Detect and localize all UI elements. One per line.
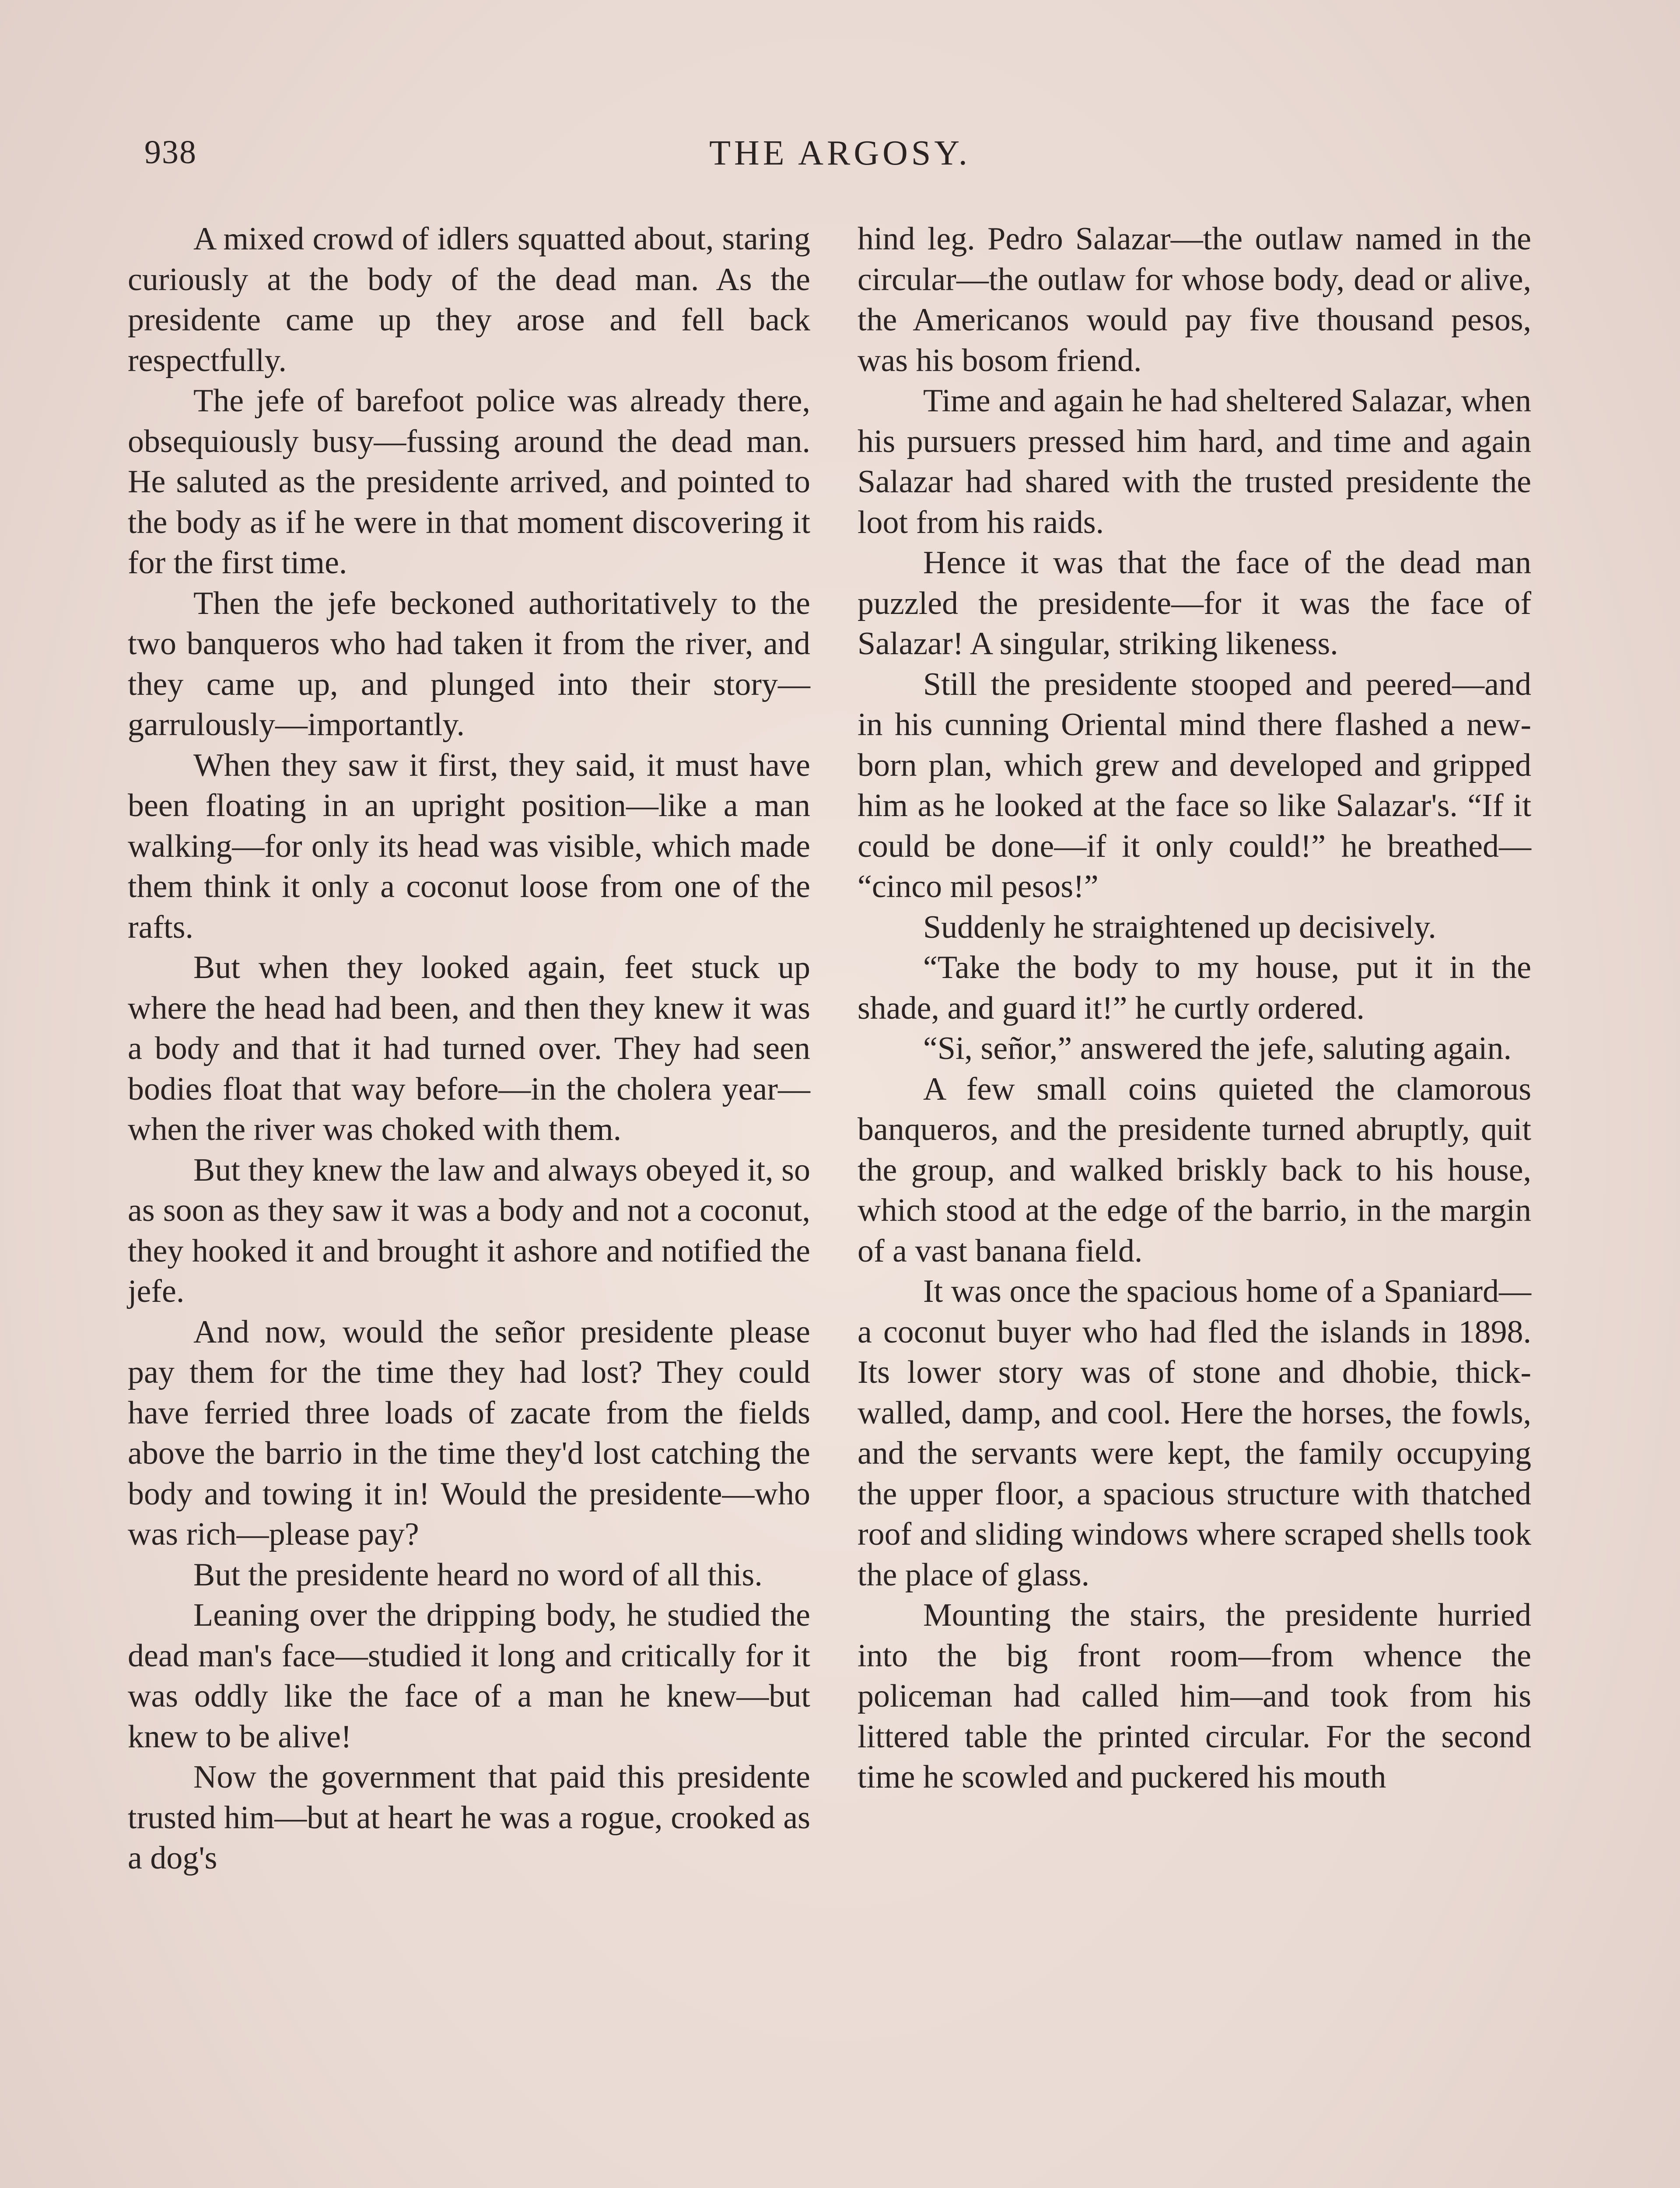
paragraph: But the presidente heard no word of all this. [193,1557,763,1593]
paragraph: The jefe of barefoot police was already there, obsequiously busy—fussing around the dead man. He saluted as the presidente arrived, and pointed to the body as if he were in that moment discovering it for the first time. [128,383,810,581]
right-column [858,219,1531,1798]
running-head: THE ARGOSY. [709,134,971,172]
paragraph: A mixed crowd of idlers squatted about, staring curiously at the body of the dead man. As the presidente came up they arose and fell back respectfully. [128,221,810,379]
paragraph: And now, would the señor presidente please pay them for the time they had lost? They could have ferried three loads of zacate from the fields above the barrio in the time they'd lost catching the body and towing it in! Would the presidente—who was rich—please pay? [128,1314,810,1552]
paragraph: Still the presidente stooped and peered—and in his cunning Oriental mind there flashed a new-born plan, which grew and developed and gripped him as he looked at the face so like Salazar's. “If it could be done—if it only could!” he breathed— “cinco mil pesos!” [858,666,1531,905]
paragraph: Leaning over the dripping body, he studied the dead man's face—studied it long and critically for it was oddly like the face of a man he knew—but knew to be alive! [128,1597,810,1755]
paragraph: Suddenly he straightened up decisively. [923,909,1436,945]
paragraph: “Take the body to my house, put it in the shade, and guard it!” he curtly ordered. [858,950,1531,1026]
paragraph: Time and again he had sheltered Salazar, when his pursuers pressed him hard, and time and again Salazar had shared with the trusted presidente the loot from his raids. [858,383,1531,540]
page-number: 938 [144,134,197,171]
paragraph-continued: hind leg. Pedro Salazar—the outlaw named in the circular—the outlaw for whose body, dead or alive, the Americanos would pay five thousand pesos, was his bosom friend. [858,221,1531,379]
paragraph: Hence it was that the face of the dead man puzzled the presidente—for it was the face of Salazar! A singular, striking likeness. [858,545,1531,662]
paragraph: But they knew the law and always obeyed it, so as soon as they saw it was a body and not a coconut, they hooked it and brought it ashore and notified the jefe. [128,1152,810,1309]
paragraph: It was once the spacious home of a Spaniard—a coconut buyer who had fled the islands in 1898. Its lower story was of stone and dhobie, thick-walled, damp, and cool. Here the horses, the fowls, and the servants were kept, the family occupying the upper floor, a spacious structure with thatched roof and sliding windows where scraped shells took the place of glass. [858,1273,1531,1593]
paragraph: Then the jefe beckoned authoritatively to the two banqueros who had taken it from the river, and they came up, and plunged into their story—garrulously—importantly. [128,585,810,743]
paragraph: When they saw it first, they said, it must have been floating in an upright position—like a man walking—for only its head was visible, which made them think it only a coconut loose from one of the rafts. [128,747,810,945]
left-column [128,219,810,1879]
paragraph: A few small coins quieted the clamorous banqueros, and the presidente turned abruptly, quit the group, and walked briskly back to his house, which stood at the edge of the barrio, in the margin of a vast banana field. [858,1071,1531,1269]
paragraph: Now the government that paid this presidente trusted him—but at heart he was a rogue, crooked as a dog's [128,1759,810,1876]
paragraph: But when they looked again, feet stuck up where the head had been, and then they knew it was a body and that it had turned over. They had seen bodies float that way before—in the cholera year—when the river was choked with them. [128,950,810,1147]
paragraph: “Si, señor,” answered the jefe, saluting again. [923,1031,1512,1066]
paragraph: Mounting the stairs, the presidente hurried into the big front room—from whence the policeman had called him—and took from his littered table the printed circular. For the second time he scowled and puckered his mouth [858,1597,1531,1795]
